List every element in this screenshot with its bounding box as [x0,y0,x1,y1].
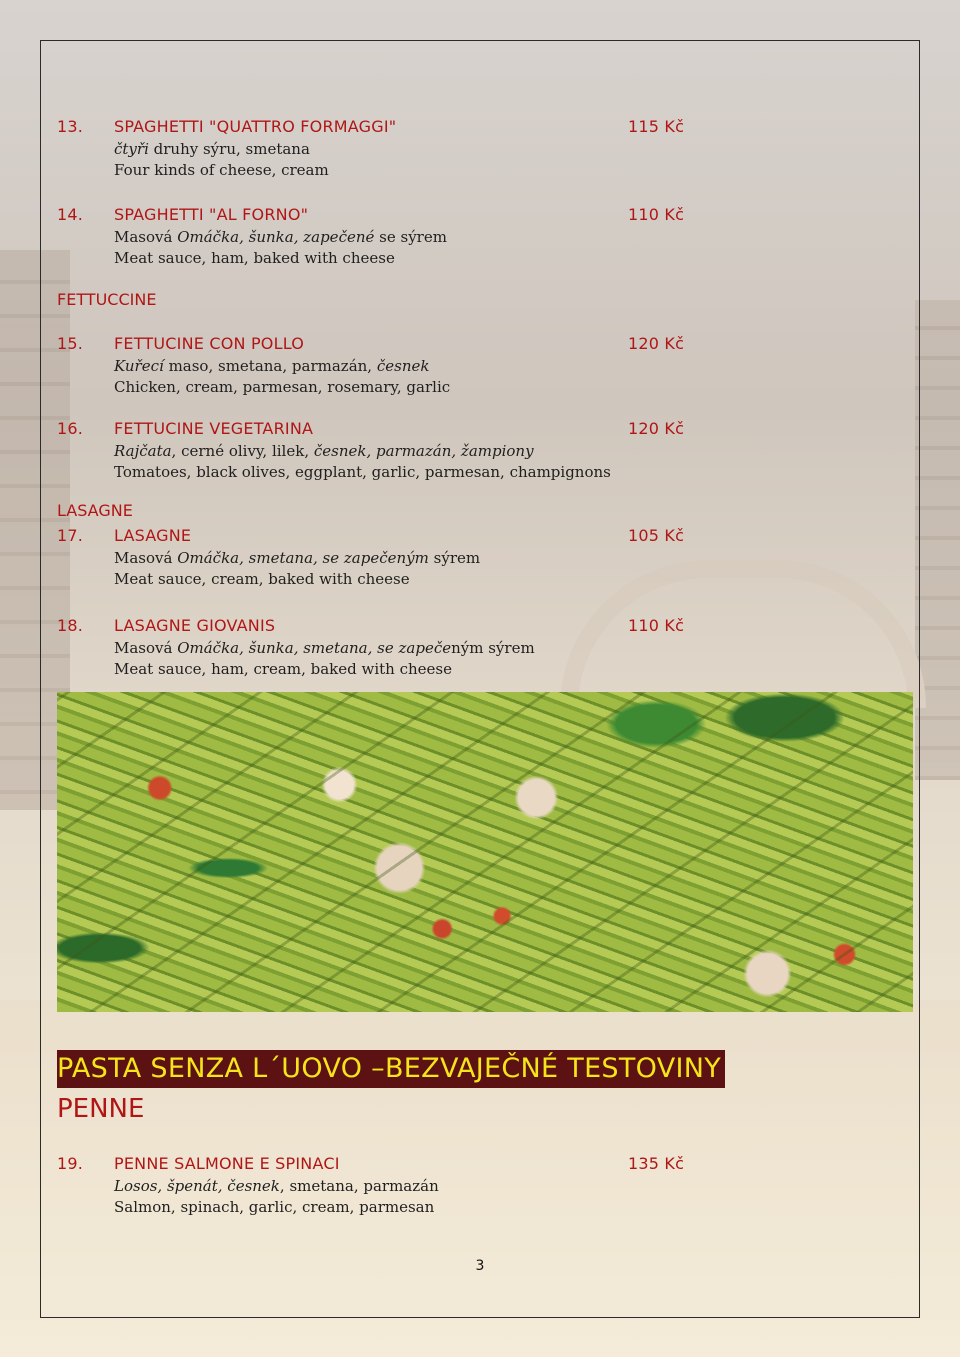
item-header [57,117,737,139]
item-description-cz: Masová Omáčka, šunka, zapečené se sýrem [114,228,447,246]
menu-item-15 [57,334,737,398]
item-description-en: Salmon, spinach, garlic, cream, parmesan [114,1198,435,1216]
item-price: 120 Kč [628,334,685,353]
item-header [57,205,737,227]
item-name: FETTUCINE VEGETARINA [114,419,314,438]
item-name: PENNE SALMONE E SPINACI [114,1154,340,1173]
item-price: 115 Kč [628,117,685,136]
item-description-en: Meat sauce, cream, baked with cheese [114,570,410,588]
item-price: 110 Kč [628,616,685,635]
item-price: 120 Kč [628,419,685,438]
item-description-cz: Rajčata, cerné olivy, lilek, česnek, parmazán, žampiony [114,442,534,460]
item-number: 14. [57,205,84,224]
item-price: 110 Kč [628,205,685,224]
item-header [57,526,737,548]
item-description-en: Four kinds of cheese, cream [114,161,329,179]
item-description-en: Meat sauce, ham, baked with cheese [114,249,395,267]
item-description-cz: čtyři druhy sýru, smetana [114,140,310,158]
item-header [57,419,737,441]
item-name: SPAGHETTI "QUATTRO FORMAGGI" [114,117,397,136]
item-number: 13. [57,117,84,136]
item-price: 135 Kč [628,1154,685,1173]
pasta-photo [57,692,913,1012]
menu-item-18 [57,616,737,680]
page-number: 3 [475,1258,485,1274]
item-price: 105 Kč [628,526,685,545]
pasta-without-egg-banner: PASTA SENZA L´UOVO –BEZVAJEČNÉ TESTOVINY [57,1050,725,1088]
background-building-right [915,300,960,780]
item-description-cz: Masová Omáčka, šunka, smetana, se zapečeným sýrem [114,639,535,657]
item-name: SPAGHETTI "AL FORNO" [114,205,309,224]
item-number: 18. [57,616,84,635]
item-number: 19. [57,1154,84,1173]
menu-item-17 [57,526,737,590]
item-description-cz: Losos, špenát, česnek, smetana, parmazán [114,1177,439,1195]
menu-item-13 [57,117,737,181]
item-name: FETTUCINE CON POLLO [114,334,305,353]
item-number: 17. [57,526,84,545]
item-header [57,1154,737,1176]
section-heading-fettuccine: FETTUCCINE [57,290,157,309]
item-description-en: Meat sauce, ham, cream, baked with cheese [114,660,452,678]
item-number: 15. [57,334,84,353]
menu-item-19 [57,1154,737,1218]
section-heading-lasagne: LASAGNE [57,501,133,520]
item-description-cz: Kuřecí maso, smetana, parmazán, česnek [114,357,430,375]
item-header [57,334,737,356]
pasta-photo-texture [57,692,913,1012]
item-name: LASAGNE [114,526,192,545]
item-header [57,616,737,638]
section-heading-penne: PENNE [57,1094,145,1124]
menu-item-14 [57,205,737,269]
menu-item-16 [57,419,737,483]
item-description-cz: Masová Omáčka, smetana, se zapečeným sýrem [114,549,481,567]
item-description-en: Chicken, cream, parmesan, rosemary, garlic [114,378,451,396]
item-number: 16. [57,419,84,438]
item-name: LASAGNE GIOVANIS [114,616,276,635]
item-description-en: Tomatoes, black olives, eggplant, garlic, parmesan, champignons [114,463,611,481]
